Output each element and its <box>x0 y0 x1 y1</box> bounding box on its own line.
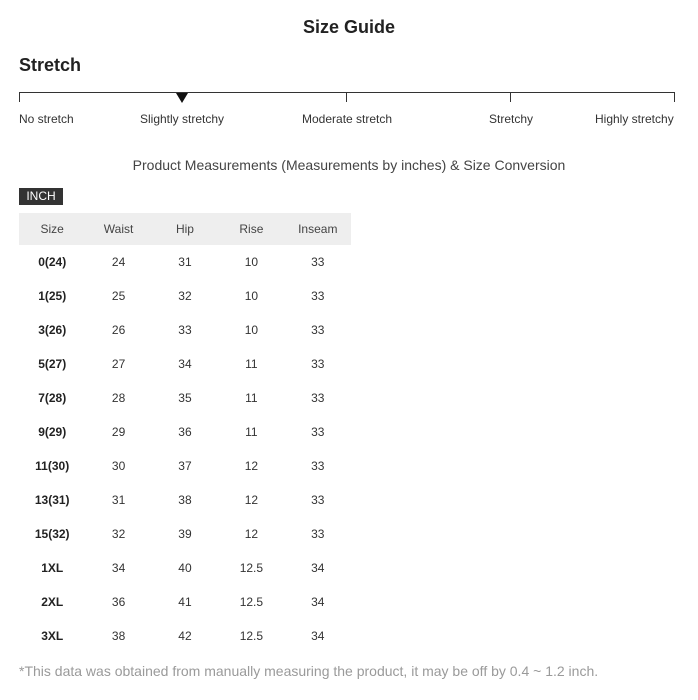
column-header-inseam: Inseam <box>285 213 351 245</box>
measurement-cell: 41 <box>178 595 192 609</box>
table-row <box>19 279 351 313</box>
page-title: Size Guide <box>302 17 396 37</box>
size-cell: 1XL <box>41 561 64 575</box>
measurement-cell: 28 <box>111 391 126 405</box>
measurement-cell: 35 <box>178 391 192 405</box>
measurement-cell: 25 <box>111 289 126 303</box>
size-table <box>19 213 351 653</box>
measurement-cell: 34 <box>311 561 325 575</box>
stretch-tick-moderate <box>346 92 347 102</box>
measurement-cell: 33 <box>311 527 325 541</box>
footnote: *This data was obtained from manually measuring the product, it may be off by 0.4 ~ 1.2 inch. <box>19 663 599 679</box>
measurement-cell: 12.5 <box>239 561 264 575</box>
measurement-cell: 36 <box>111 595 126 609</box>
table-row <box>19 585 351 619</box>
measurement-cell: 32 <box>178 289 192 303</box>
size-cell: 7(28) <box>38 391 67 405</box>
measurement-cell: 33 <box>311 289 325 303</box>
table-row <box>19 551 351 585</box>
measurement-cell: 34 <box>111 561 126 575</box>
measurement-cell: 27 <box>111 357 126 371</box>
stretch-label-moderate: Moderate stretch <box>302 112 393 126</box>
stretch-label-highly: Highly stretchy <box>595 112 674 126</box>
table-row <box>19 245 351 279</box>
stretch-indicator-icon <box>176 93 188 103</box>
measurement-cell: 36 <box>178 425 192 439</box>
table-row <box>19 517 351 551</box>
measurement-cell: 12 <box>244 459 259 473</box>
conversion-title: Product Measurements (Measurements by inches) & Size Conversion <box>132 157 566 173</box>
size-cell: 9(29) <box>38 425 67 439</box>
measurement-cell: 33 <box>311 255 325 269</box>
measurement-cell: 29 <box>111 425 126 439</box>
size-cell: 3(26) <box>38 323 67 337</box>
table-row <box>19 619 351 653</box>
table-row <box>19 313 351 347</box>
stretch-tick-stretchy <box>510 92 511 102</box>
column-header-hip: Hip <box>152 213 218 245</box>
measurement-cell: 12 <box>244 527 259 541</box>
size-cell: 15(32) <box>34 527 70 541</box>
measurement-cell: 10 <box>244 255 259 269</box>
measurement-cell: 32 <box>111 527 126 541</box>
table-row <box>19 449 351 483</box>
size-cell: 5(27) <box>38 357 67 371</box>
column-header-rise: Rise <box>218 213 284 245</box>
column-header-size: Size <box>19 213 85 245</box>
table-row <box>19 381 351 415</box>
table-row <box>19 347 351 381</box>
measurement-cell: 24 <box>111 255 126 269</box>
size-cell: 3XL <box>41 629 64 643</box>
measurement-cell: 33 <box>311 459 325 473</box>
stretch-label-slightly: Slightly stretchy <box>140 112 225 126</box>
unit-badge: INCH <box>19 188 63 205</box>
measurement-cell: 33 <box>311 425 325 439</box>
stretch-heading: Stretch <box>19 55 82 75</box>
measurement-cell: 39 <box>178 527 192 541</box>
measurement-cell: 37 <box>178 459 192 473</box>
measurement-cell: 33 <box>311 323 325 337</box>
stretch-label-no-stretch: No stretch <box>19 112 74 126</box>
measurement-cell: 11 <box>245 391 258 405</box>
measurement-cell: 11 <box>245 357 258 371</box>
size-cell: 2XL <box>41 595 64 609</box>
size-table-body <box>19 245 351 653</box>
measurement-cell: 33 <box>311 493 325 507</box>
measurement-cell: 33 <box>178 323 192 337</box>
measurement-cell: 12 <box>244 493 259 507</box>
measurement-cell: 33 <box>311 357 325 371</box>
measurement-cell: 30 <box>111 459 126 473</box>
measurement-cell: 40 <box>178 561 192 575</box>
measurement-cell: 10 <box>244 323 259 337</box>
measurement-cell: 12.5 <box>239 629 264 643</box>
measurement-cell: 10 <box>244 289 259 303</box>
stretch-scale-line <box>19 92 675 93</box>
table-row <box>19 483 351 517</box>
measurement-cell: 42 <box>178 629 192 643</box>
measurement-cell: 34 <box>178 357 192 371</box>
measurement-cell: 12.5 <box>239 595 264 609</box>
size-cell: 13(31) <box>34 493 70 507</box>
stretch-tick-highly <box>674 92 675 102</box>
table-row <box>19 415 351 449</box>
measurement-cell: 31 <box>111 493 126 507</box>
size-cell: 11(30) <box>35 459 70 473</box>
measurement-cell: 34 <box>311 595 325 609</box>
stretch-tick-no-stretch <box>19 92 20 102</box>
measurement-cell: 38 <box>111 629 126 643</box>
measurement-cell: 26 <box>111 323 126 337</box>
measurement-cell: 38 <box>178 493 192 507</box>
size-cell: 1(25) <box>38 289 67 303</box>
table-header-row <box>19 213 351 245</box>
measurement-cell: 34 <box>311 629 325 643</box>
measurement-cell: 11 <box>245 425 258 439</box>
size-cell: 0(24) <box>38 255 67 269</box>
measurement-cell: 33 <box>311 391 325 405</box>
column-header-waist: Waist <box>85 213 151 245</box>
measurement-cell: 31 <box>178 255 192 269</box>
stretch-label-stretchy: Stretchy <box>489 112 534 126</box>
